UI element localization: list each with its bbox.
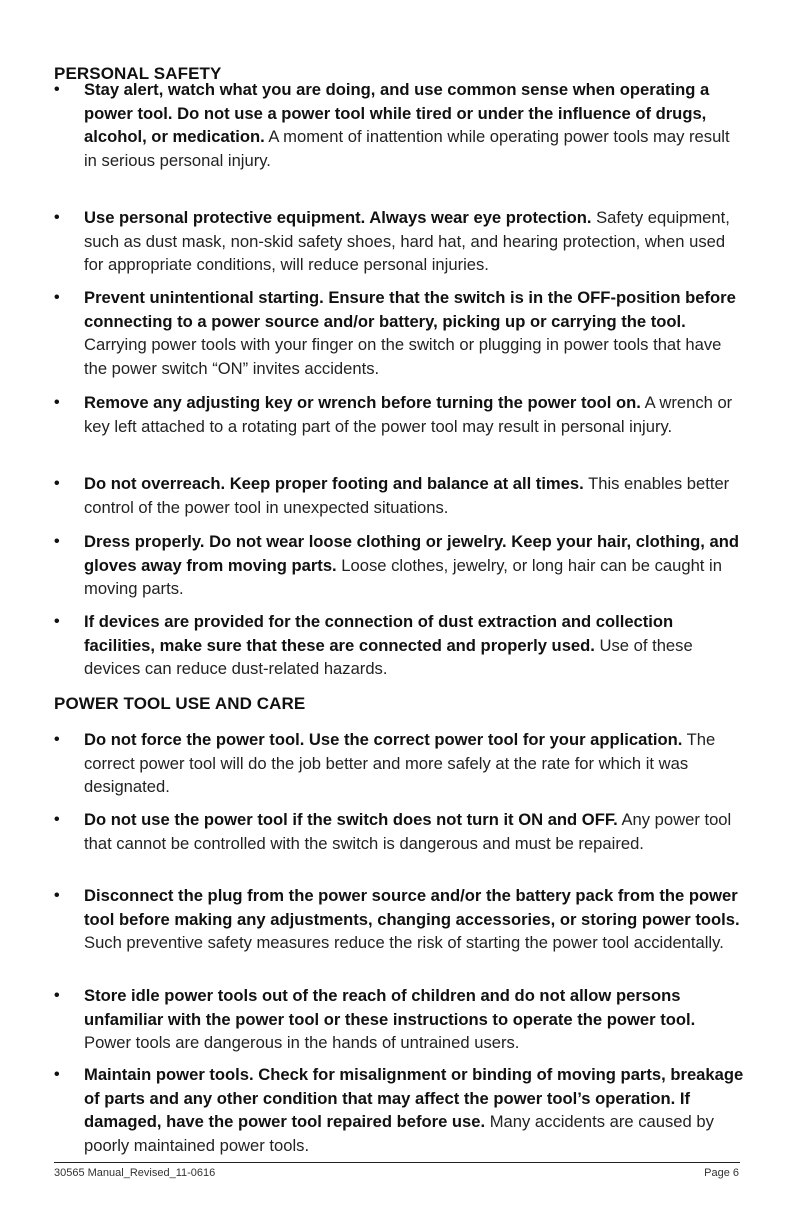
list-item-body: Any power tool that cannot be controlled with the switch is dangerous and must be repaired. [84, 810, 732, 853]
list-item [54, 391, 744, 438]
list-item-text [84, 610, 744, 681]
bullet-icon: • [54, 209, 60, 226]
list-item-body: Many accidents are caused by poorly maintained power tools. [84, 1112, 714, 1155]
list-item-text [84, 808, 744, 855]
list-item-bold: Do not force the power tool. Use the correct power tool for your application. [84, 730, 683, 749]
list-item-text [84, 884, 744, 955]
list-item-bold: Do not overreach. Keep proper footing and balance at all times. [84, 474, 584, 493]
list-item-text [84, 391, 744, 438]
list-item-text [84, 530, 744, 601]
list-item-bold: Use personal protective equipment. Always wear eye protection. [84, 208, 592, 227]
bullet-icon: • [54, 1066, 60, 1083]
list-item [54, 78, 744, 172]
list-item-bold: Remove any adjusting key or wrench before turning the power tool on. [84, 393, 641, 412]
bullet-icon: • [54, 731, 60, 748]
list-item-text [84, 472, 744, 519]
list-item-text [84, 286, 744, 380]
list-item-body: Such preventive safety measures reduce the risk of starting the power tool accidentally. [84, 933, 724, 953]
list-item [54, 808, 744, 855]
list-item-bold: Maintain power tools. Check for misalignment or binding of moving parts, breakage of parts and any other condition that may affect the power tool’s operation. If damaged, have the power tool repaired before use. [84, 1065, 744, 1132]
bullet-icon: • [54, 533, 60, 550]
list-item-text [84, 1063, 744, 1157]
list-item-body: Use of these devices can reduce dust-related hazards. [84, 635, 693, 679]
bullet-icon: • [54, 987, 60, 1004]
list-item-body: The correct power tool will do the job better and more safely at the rate for which it was designated. [84, 730, 716, 797]
list-item [54, 610, 744, 681]
list-item [54, 884, 744, 955]
list-item [54, 206, 744, 277]
list-item-bold: Dress properly. Do not wear loose clothing or jewelry. Keep your hair, clothing, and gloves away from moving parts. [84, 532, 739, 575]
list-item-text [84, 78, 744, 172]
footer-divider [54, 1162, 740, 1163]
list-item [54, 472, 744, 519]
list-item-bold: Stay alert, watch what you are doing, and use common sense when operating a power tool. Do not use a power tool while tired or under the influence of drugs, alcohol, or medication. [84, 80, 710, 147]
list-item [54, 530, 744, 601]
list-item-bold: Disconnect the plug from the power source and/or the battery pack from the power tool before making any adjustments, changing accessories, or storing power tools. [84, 886, 740, 929]
list-item-body: Safety equipment, such as dust mask, non-skid safety shoes, hard hat, and hearing protection, when used for appropriate conditions, will reduce personal injuries. [84, 208, 730, 275]
bullet-icon: • [54, 887, 60, 904]
list-item-body: Loose clothes, jewelry, or long hair can be caught in moving parts. [84, 555, 722, 599]
list-item-bold: Store idle power tools out of the reach of children and do not allow persons unfamiliar with the power tool or these instructions to operate the power tool. [84, 986, 696, 1029]
list-item-body: Carrying power tools with your finger on the switch or plugging in power tools that have the power switch “ON” invites accidents. [84, 335, 722, 378]
list-item [54, 1063, 744, 1157]
footer-page-number: Page 6 [704, 1167, 739, 1179]
list-item-body: Power tools are dangerous in the hands of untrained users. [84, 1033, 520, 1053]
bullet-icon: • [54, 289, 60, 306]
list-item-bold: If devices are provided for the connection of dust extraction and collection facilities, make sure that these are connected and properly used. [84, 612, 674, 655]
footer-document-id: 30565 Manual_Revised_11-0616 [54, 1167, 216, 1179]
section-title-personal-safety: PERSONAL SAFETY [54, 64, 222, 83]
list-item-text [84, 206, 744, 277]
list-item [54, 286, 744, 380]
list-item-body: This enables better control of the power tool in unexpected situations. [84, 474, 730, 517]
list-item-text [84, 728, 744, 799]
bullet-icon: • [54, 613, 60, 630]
list-item-bold: Prevent unintentional starting. Ensure that the switch is in the OFF-position before connecting to a power source and/or battery, picking up or carrying the tool. [84, 288, 736, 331]
bullet-icon: • [54, 811, 60, 828]
list-item [54, 728, 744, 799]
section-title-power-tool-use: POWER TOOL USE AND CARE [54, 694, 306, 713]
bullet-icon: • [54, 394, 60, 411]
list-item-body: A moment of inattention while operating power tools may result in serious personal injury. [84, 127, 730, 170]
bullet-icon: • [54, 475, 60, 492]
bullet-icon: • [54, 81, 60, 98]
list-item [54, 984, 744, 1055]
list-item-bold: Do not use the power tool if the switch does not turn it ON and OFF. [84, 810, 618, 829]
list-item-text [84, 984, 744, 1055]
list-item-body: A wrench or key left attached to a rotating part of the power tool may result in personal injury. [84, 393, 733, 436]
